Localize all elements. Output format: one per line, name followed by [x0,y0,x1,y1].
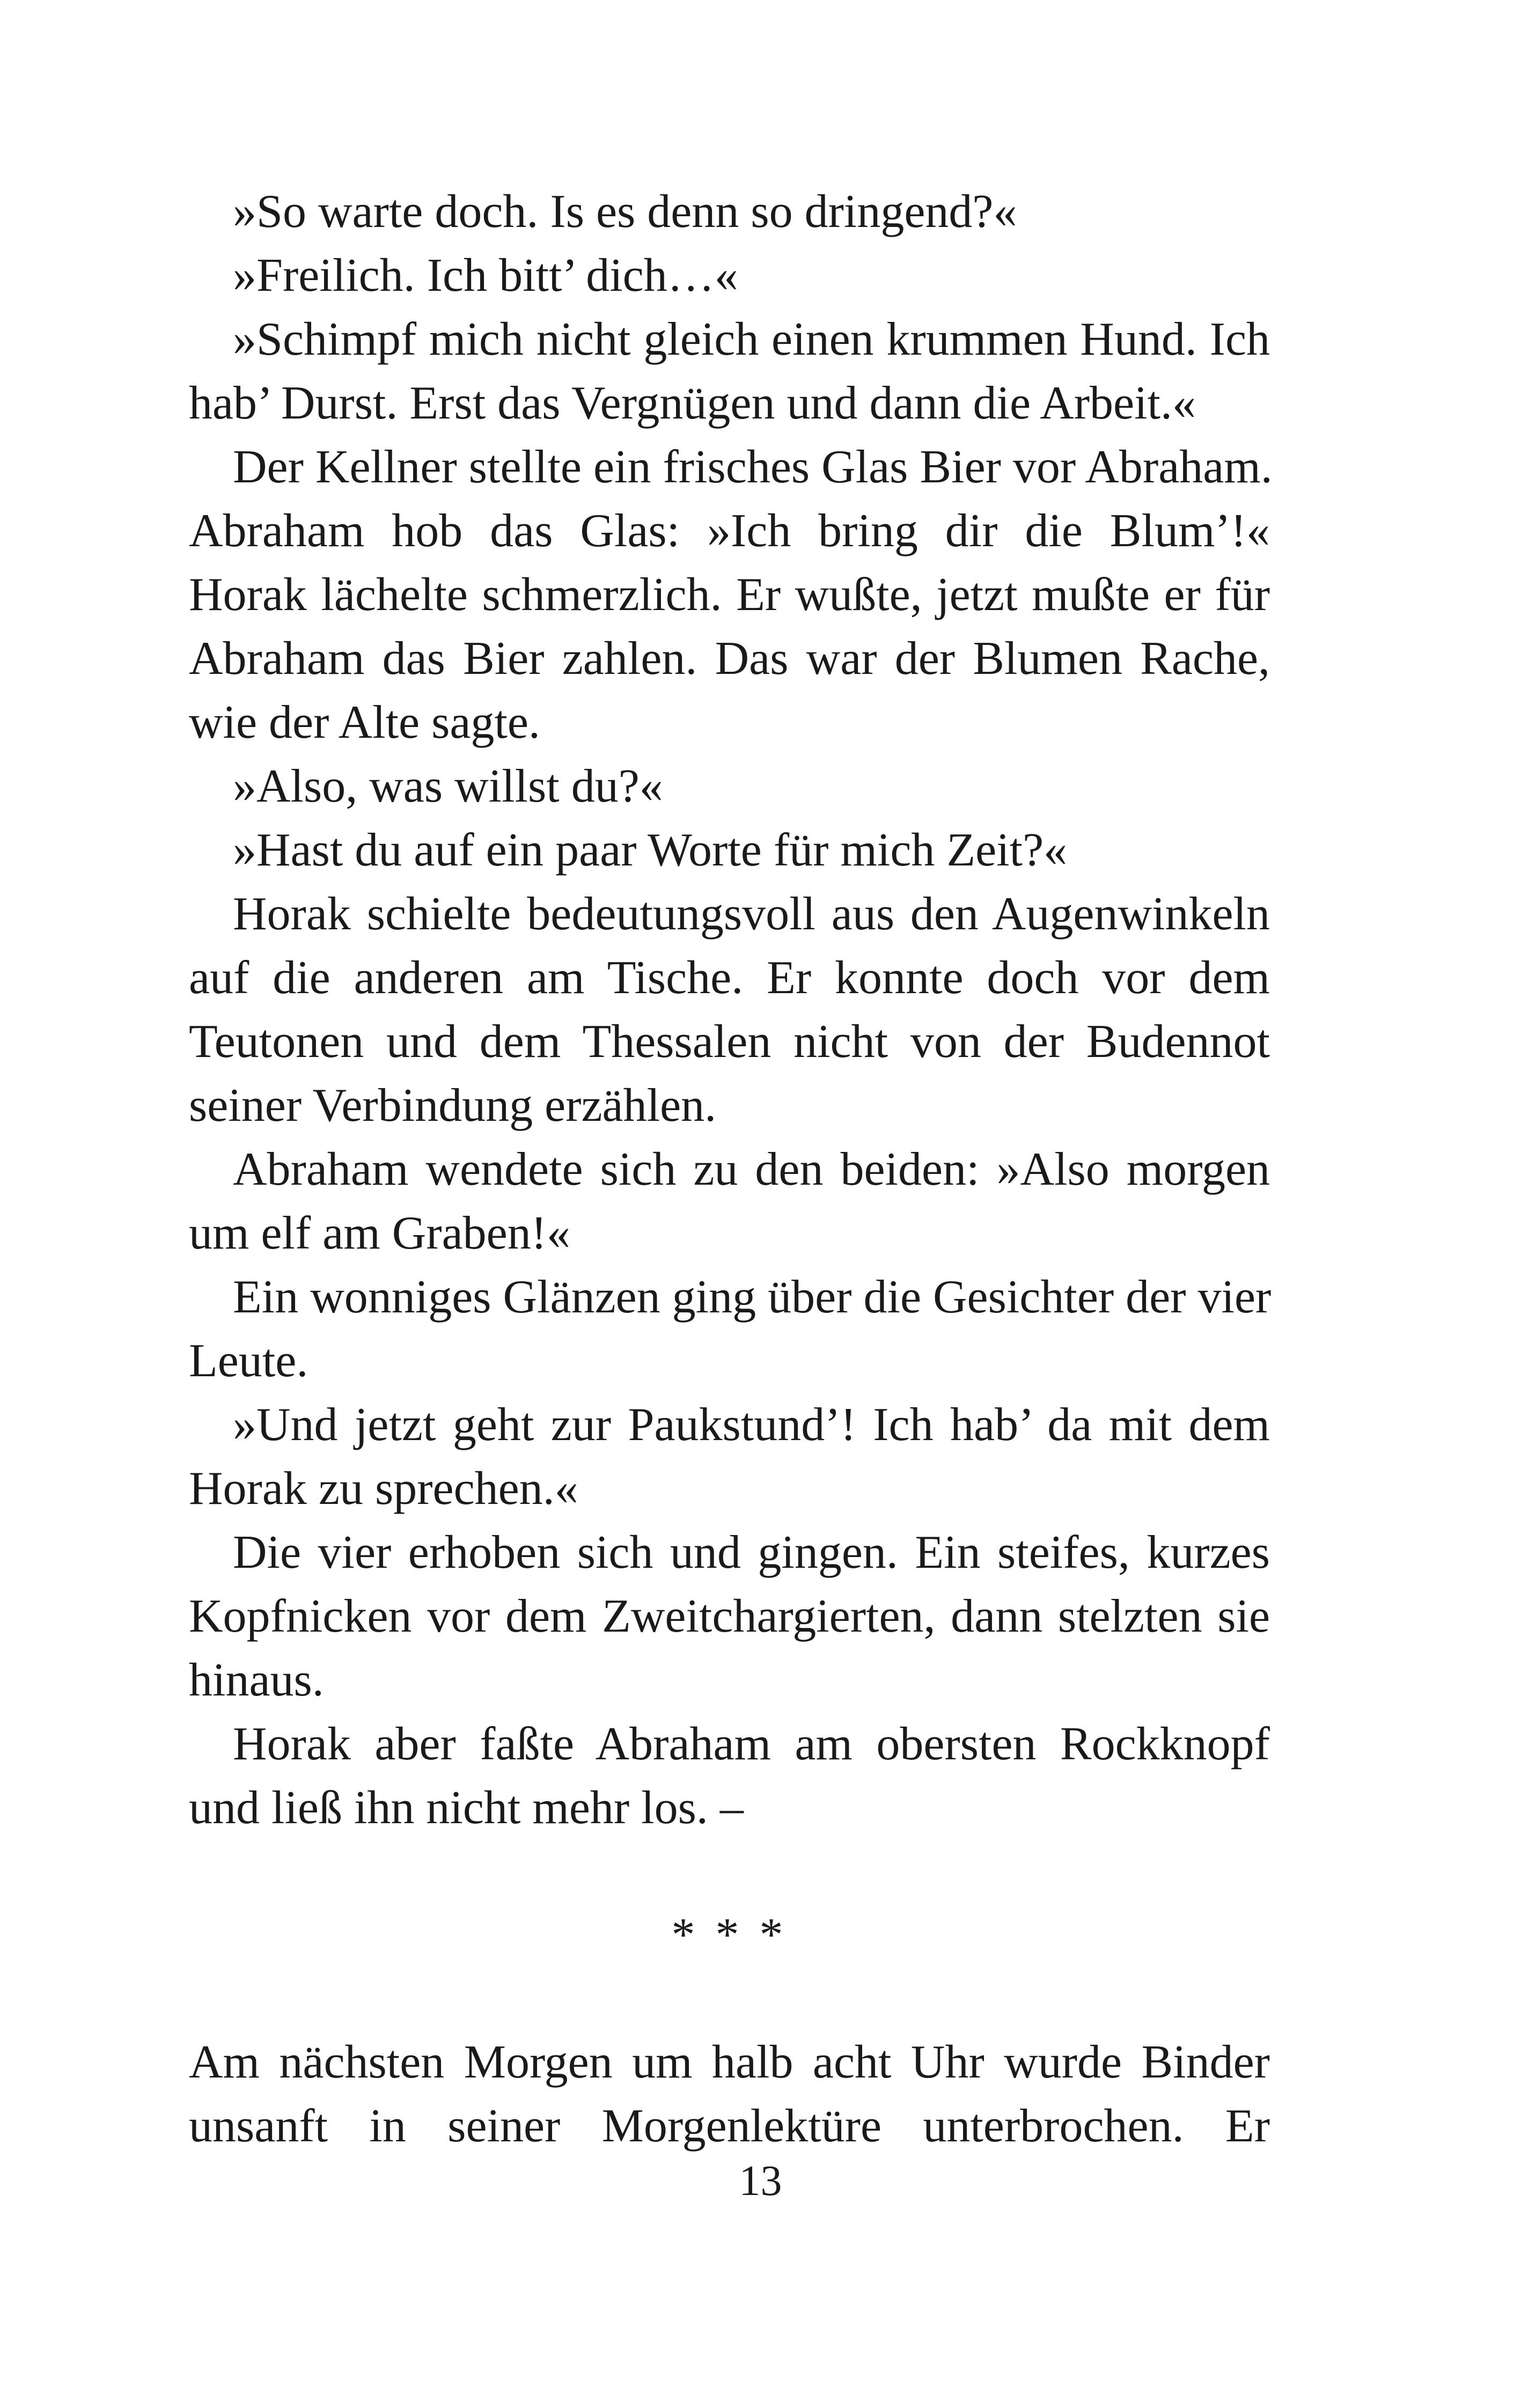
text-line: »Hast du auf ein paar Worte für mich Zeit?« [233,824,1068,876]
text-line: Kopfnicken vor dem Zweitchargierten, dann stelzten sie [189,1590,1270,1642]
body-text [189,180,1273,2158]
text-line: unsanft in seiner Morgenlektüre unterbrochen. Er [189,2100,1270,2152]
text-line: Ein wonniges Glänzen ging über die Gesichter der vier [233,1271,1272,1323]
text-line: Teutonen und dem Thessalen nicht von der Budennot [189,1016,1270,1068]
text-line: Die vier erhoben sich und gingen. Ein steifes, kurzes [233,1526,1270,1579]
section-divider: * * * [671,1909,788,1961]
text-line: seiner Verbindung erzählen. [189,1080,717,1132]
text-line: um elf am Graben!« [189,1207,571,1259]
text-line: hinaus. [189,1654,324,1706]
text-line: Abraham wendete sich zu den beiden: »Also morgen [233,1143,1270,1195]
text-line: Horak zu sprechen.« [189,1463,578,1515]
text-line: »Also, was willst du?« [233,760,663,812]
text-line: »Schimpf mich nicht gleich einen krummen Hund. Ich [233,313,1270,365]
text-line: hab’ Durst. Erst das Vergnügen und dann die Arbeit.« [189,377,1196,429]
text-line: »So warte doch. Is es denn so dringend?« [233,186,1017,238]
text-line: Horak aber faßte Abraham am obersten Rockknopf [233,1718,1270,1770]
text-line: auf die anderen am Tische. Er konnte doch vor dem [189,952,1270,1004]
page-number: 13 [739,2157,782,2205]
text-line: wie der Alte sagte. [189,696,540,748]
text-line: »Und jetzt geht zur Paukstund’! Ich hab’ da mit dem [233,1399,1270,1451]
text-line: Der Kellner stellte ein frisches Glas Bier vor Abraham. [233,441,1273,493]
text-line: Horak lächelte schmerzlich. Er wußte, jetzt mußte er für [189,569,1270,621]
text-line: und ließ ihn nicht mehr los. – [189,1782,744,1834]
text-line: »Freilich. Ich bitt’ dich…« [233,249,738,302]
text-line: Abraham hob das Glas: »Ich bring dir die Blum’!« [189,505,1270,557]
text-line: Horak schielte bedeutungsvoll aus den Augenwinkeln [233,888,1270,940]
section-gap [189,1840,1270,1903]
text-line: Am nächsten Morgen um halb acht Uhr wurde Binder [189,2036,1270,2088]
section-gap [189,1967,1270,2030]
text-line: Leute. [189,1335,308,1387]
text-line: Abraham das Bier zahlen. Das war der Blumen Rache, [189,633,1270,685]
